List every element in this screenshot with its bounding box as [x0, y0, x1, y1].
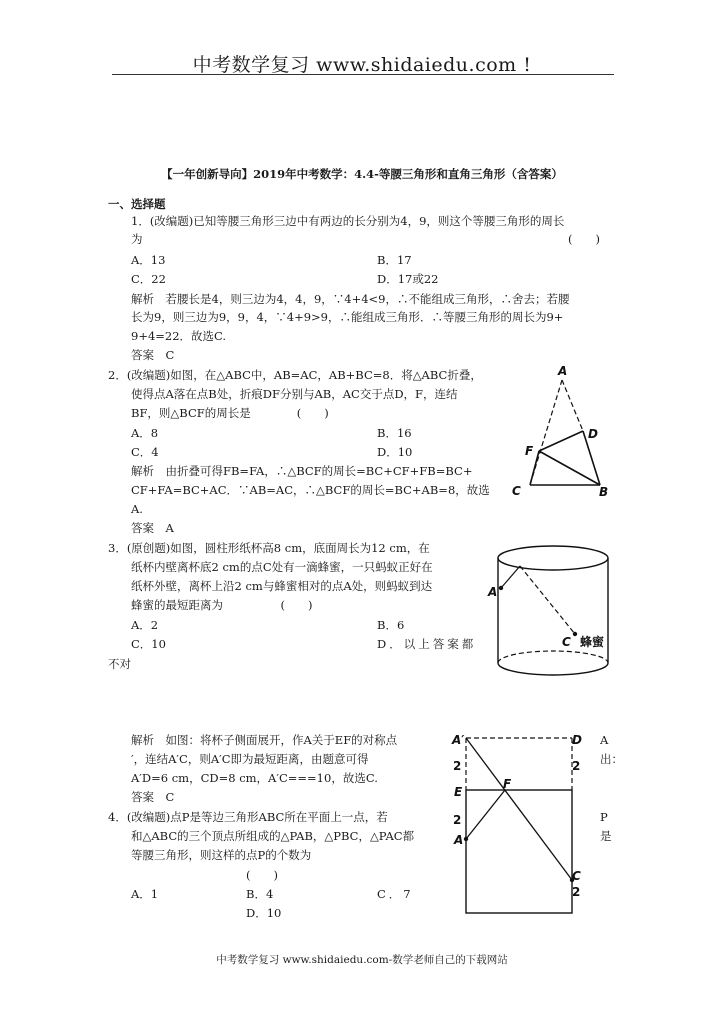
header-rule	[112, 74, 614, 75]
q3-answer: 答案 C	[131, 790, 175, 804]
q3-side-text-1: A	[600, 733, 609, 747]
q3-path-a-to-rim	[501, 566, 520, 588]
q3-stem-line-1: 3．(原创题)如图，圆柱形纸杯高8 cm，底面周长为12 cm，在	[108, 541, 430, 555]
q2-stem-line-1: 2．(改编题)如图，在△ABC中，AB=AC，AB+BC=8．将△ABC折叠，	[108, 368, 482, 382]
q4-option-c: C．7	[377, 887, 414, 901]
q3-unfold-label-a-prime: A′	[452, 733, 465, 747]
q2-option-a: A．8	[131, 426, 159, 440]
q1-answer: 答案 C	[131, 348, 175, 362]
q3-label-c: C	[562, 635, 571, 649]
q3-label-a: A	[488, 585, 498, 599]
q2-stem-line-3: BF，则△BCF的周长是 ( )	[131, 406, 329, 420]
q4-side-text-2: 是	[600, 829, 612, 843]
q2-option-b: B．16	[377, 426, 412, 440]
q2-answer: 答案 A	[131, 521, 174, 535]
q2-fold-edge-ad	[562, 380, 583, 431]
q3-option-d-wrap: 不对	[108, 657, 131, 671]
document-title: 【一年创新导向】2019年中考数学：4.4-等腰三角形和直角三角形（含答案）	[161, 167, 563, 181]
q3-option-b: B．6	[377, 618, 405, 632]
q3-analysis-line-1: 解析 如图：将杯子侧面展开，作A关于EF的对称点	[131, 733, 398, 747]
q3-point-c	[573, 632, 577, 636]
q3-unfold-label-f: F	[503, 777, 512, 791]
q4-stem-line-3: 等腰三角形，则这样的点P的个数为	[131, 848, 312, 862]
q3-unfold-label-e: E	[454, 785, 463, 799]
q3-stem-line-4: 蜂蜜的最短距离为 ( )	[131, 598, 313, 612]
q3-unfold-label-2-left-top: 2	[453, 759, 462, 773]
page-header-title: 中考数学复习 www.shidaiedu.com !	[192, 54, 532, 76]
q3-unfold-label-a: A	[454, 833, 464, 847]
q3-unfold-label-c: C	[572, 869, 581, 883]
page-footer: 中考数学复习 www.shidaiedu.com-数学老师自己的下载网站	[216, 954, 508, 966]
q3-unfold-label-2-right-bottom: 2	[572, 885, 581, 899]
q4-option-b: B．4	[246, 887, 274, 901]
q3-analysis-line-2: ′，连结A′C，则A′C即为最短距离，由题意可得	[131, 752, 369, 766]
q1-option-c: C．22	[131, 272, 166, 286]
q3-segment-a-f	[466, 790, 505, 839]
q3-segment-aprime-c	[466, 738, 572, 880]
q3-unfold-label-2-left-mid: 2	[453, 813, 462, 827]
q2-label-a: A	[558, 364, 568, 378]
q3-cylinder-bottom-back	[498, 651, 608, 663]
q2-analysis-line-1: 解析 由折叠可得FB=FA，∴△BCF的周长=BC+CF+FB=BC+	[131, 464, 473, 478]
q1-stem-line-2: 为	[131, 232, 143, 246]
q3-stem-line-2: 纸杯内壁离杯底2 cm的点C处有一滴蜂蜜，一只蚂蚁正好在	[131, 560, 433, 574]
q3-option-c: C．10	[131, 637, 166, 651]
q1-option-d: D．17或22	[377, 272, 439, 286]
q3-unfolded-figure	[448, 728, 588, 918]
q4-option-a: A．1	[131, 887, 159, 901]
q1-analysis-line-3: 9+4=22．故选C.	[131, 329, 227, 343]
q3-path-rim-to-c	[520, 566, 575, 634]
q4-stem-line-1: 4．(改编题)点P是等边三角形ABC所在平面上一点，若	[108, 810, 388, 824]
q2-label-d: D	[588, 427, 598, 441]
q3-unfold-label-2-right-top: 2	[572, 759, 581, 773]
q3-stem-line-3: 纸杯外壁，离杯上沿2 cm与蜂蜜相对的点A处，则蚂蚁到达	[131, 579, 433, 593]
q4-answer-paren: ( )	[246, 868, 278, 882]
q3-unfold-label-d: D	[572, 733, 582, 747]
q3-analysis-line-3: A′D=6 cm，CD=8 cm，A′C===10，故选C.	[131, 771, 378, 785]
q3-unfold-point-a	[464, 837, 468, 841]
q4-side-text-1: P	[600, 810, 608, 824]
q3-cylinder-bottom-front	[498, 663, 608, 675]
q3-label-honey: 蜂蜜	[580, 635, 605, 649]
q4-stem-line-2: 和△ABC的三个顶点所组成的△PAB，△PBC，△PAC都	[131, 829, 415, 843]
q2-triangle-figure	[505, 365, 620, 500]
q2-label-c: C	[512, 484, 521, 498]
q1-stem-line-1: 1．(改编题)已知等腰三角形三边中有两边的长分别为4，9，则这个等腰三角形的周长	[131, 214, 565, 228]
q2-analysis-line-3: A.	[131, 502, 143, 516]
q3-option-a: A．2	[131, 618, 159, 632]
q2-stem-line-2: 使得点A落在点B处，折痕DF分别与AB，AC交于点D，F，连结	[131, 387, 458, 401]
q3-cylinder-top	[498, 546, 608, 570]
q3-point-a	[499, 586, 503, 590]
q3-cylinder-figure	[485, 540, 620, 680]
q1-option-a: A．13	[131, 253, 166, 267]
q2-label-f: F	[525, 444, 534, 458]
q3-option-d: D．以上答案都	[377, 637, 477, 651]
q2-label-b: B	[599, 485, 609, 499]
q3-side-text-2: 出：	[600, 752, 623, 766]
q1-option-b: B．17	[377, 253, 412, 267]
q2-option-c: C．4	[131, 445, 159, 459]
q1-analysis-line-2: 长为9，则三边为9，9，4，∵4+9>9，∴能组成三角形．∴等腰三角形的周长为9+	[131, 310, 564, 324]
q4-option-d: D．10	[246, 906, 282, 920]
section-heading: 一、选择题	[108, 197, 166, 211]
q2-analysis-line-2: CF+FA=BC+AC．∵AB=AC，∴△BCF的周长=BC+AB=8，故选	[131, 483, 490, 497]
q2-option-d: D．10	[377, 445, 413, 459]
q1-answer-paren: ( )	[568, 232, 600, 246]
q1-analysis-line-1: 解析 若腰长是4，则三边为4，4，9，∵4+4<9，∴不能组成三角形，∴舍去；若腰	[131, 292, 570, 306]
